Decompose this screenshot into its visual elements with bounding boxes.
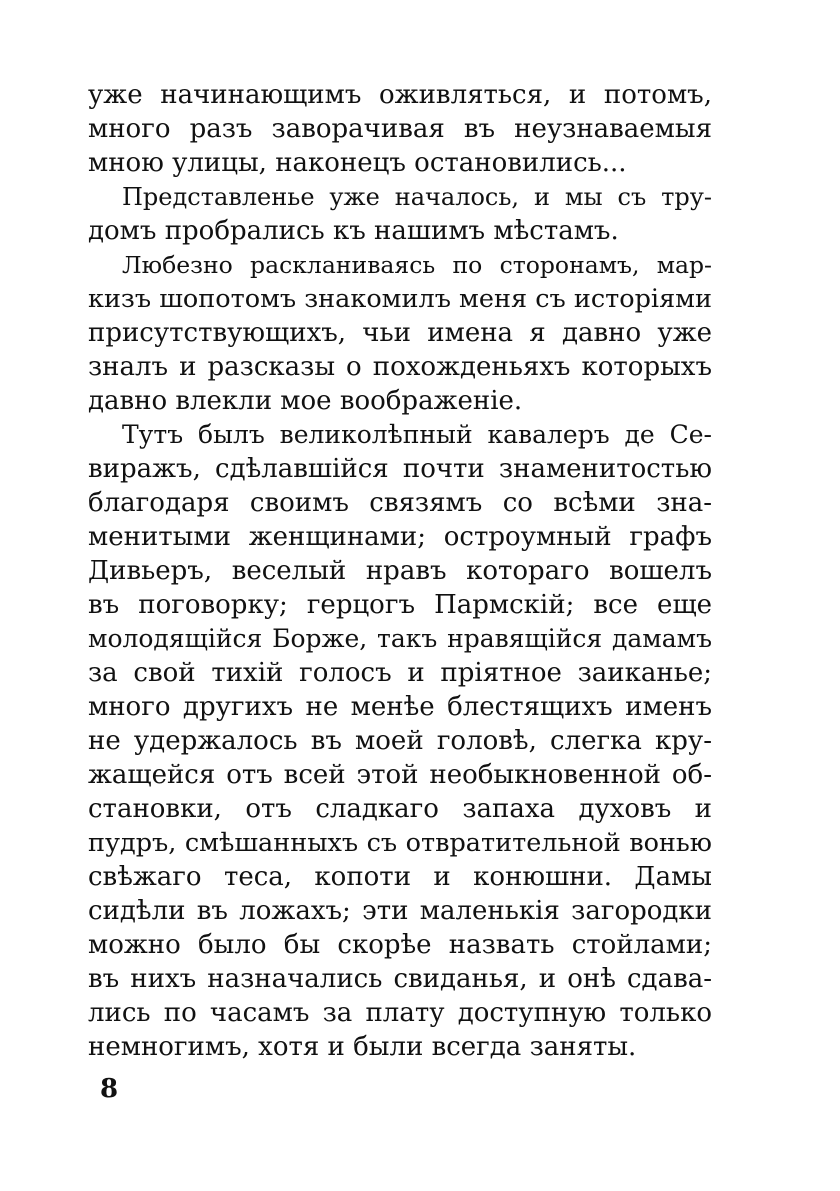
paragraph: [88, 78, 712, 180]
text-line: зналъ и разсказы о похожденьяхъ которыхъ: [88, 352, 712, 382]
text-line: присутствующихъ, чьи имена я давно уже: [88, 318, 712, 348]
text-line: много другихъ не менѣе блестящихъ именъ: [88, 692, 712, 722]
text-line: пудръ, смѣшанныхъ съ отвратительной вонью: [88, 828, 712, 858]
page-body: [88, 78, 712, 1064]
text-line: свѣжаго теса, копоти и конюшни. Дамы: [88, 862, 712, 892]
paragraph: [88, 180, 712, 248]
text-line: виражъ, сдѣлавшiйся почти знаменитостью: [88, 454, 712, 484]
text-line: въ поговорку; герцогъ Пармскiй; все еще: [88, 590, 712, 620]
text-line: сидѣли въ ложахъ; эти маленькiя загородки: [88, 896, 712, 926]
text-line: Любезно раскланиваясь по сторонамъ, мар-: [122, 251, 712, 279]
text-line: менитыми женщинами; остроумный графъ: [88, 522, 712, 552]
text-line: не удержалось въ моей головѣ, слегка кру-: [88, 726, 712, 756]
text-line: домъ пробрались къ нашимъ мѣстамъ.: [88, 216, 619, 246]
text-line: жащейся отъ всей этой необыкновенной об-: [88, 760, 712, 790]
text-line: можно было бы скорѣе назвать стойлами;: [88, 930, 712, 960]
text-line: Представленье уже началось, и мы съ тру-: [122, 183, 712, 211]
text-line: благодаря своимъ связямъ со всѣми зна-: [88, 488, 712, 518]
paragraph: [88, 248, 712, 418]
paragraph: [88, 418, 712, 1064]
text-line: давно влекли мое воображенiе.: [88, 386, 523, 416]
text-line: Дивьеръ, веселый нравъ котораго вошелъ: [88, 556, 712, 586]
text-line: становки, отъ сладкаго запаха духовъ и: [88, 794, 712, 824]
text-line: въ нихъ назначались свиданья, и онѣ сдава-: [88, 964, 712, 994]
text-line: лись по часамъ за плату доступную только: [88, 998, 712, 1028]
page-number: 8: [100, 1074, 119, 1104]
text-line: за свой тихiй голосъ и прiятное заиканье;: [88, 658, 712, 688]
text-line: мною улицы, наконецъ остановились...: [88, 148, 627, 178]
text-line: уже начинающимъ оживляться, и потомъ,: [88, 80, 712, 110]
text-line: немногимъ, хотя и были всегда заняты.: [88, 1032, 637, 1062]
text-line: много разъ заворачивая въ неузнаваемыя: [88, 114, 712, 144]
text-line: кизъ шопотомъ знакомилъ меня съ исторiями: [88, 284, 712, 314]
text-line: Тутъ былъ великолѣпный кавалеръ де Се-: [122, 420, 712, 449]
text-line: молодящiйся Борже, такъ нравящiйся дамамъ: [88, 624, 712, 653]
